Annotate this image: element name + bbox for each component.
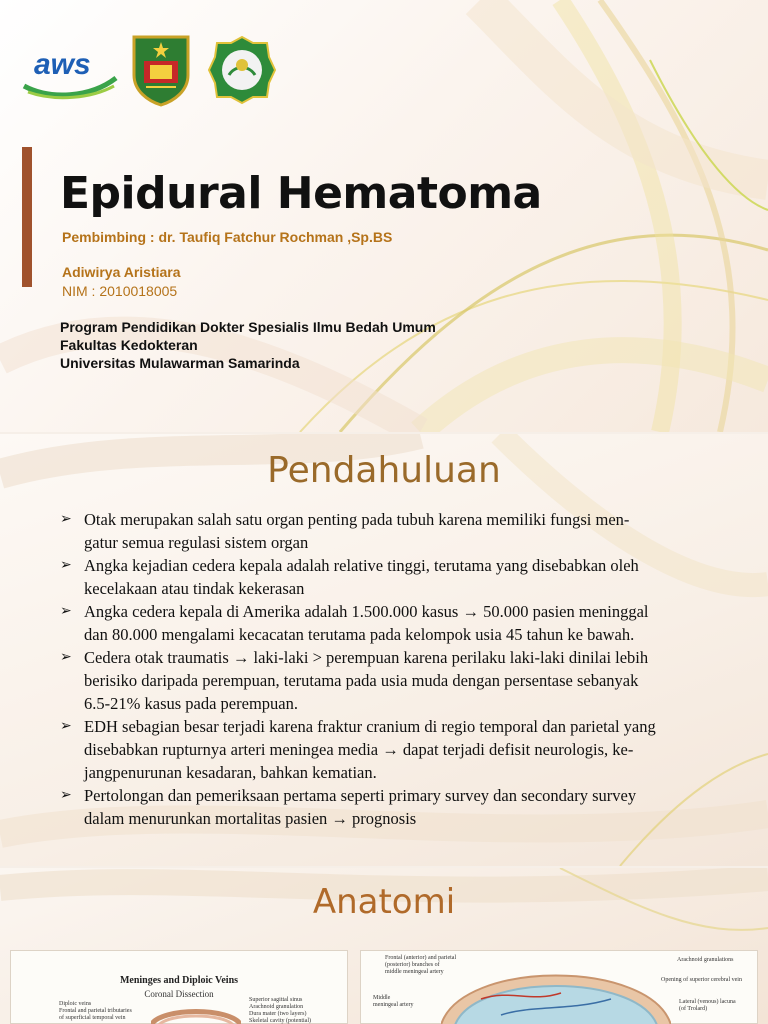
illustration-label: of superficial temporal vein bbox=[59, 1015, 126, 1021]
illustration-label: Skeletal cavity (potential) bbox=[249, 1018, 311, 1024]
bullet-line: gatur semua regulasi sistem organ bbox=[84, 533, 309, 552]
title-slide bbox=[0, 0, 768, 432]
bullet-line: Cedera otak traumatis → laki-laki > perempuan karena perilaku laki-laki dinilai lebih bbox=[84, 648, 649, 667]
illustration-label: Middle bbox=[373, 995, 391, 1001]
regional-shield-emblem bbox=[130, 33, 192, 107]
illustration-label: Lateral (venous) lacuna bbox=[679, 999, 736, 1005]
bullet-list bbox=[60, 508, 740, 830]
program-line: Program Pendidikan Dokter Spesialis Ilmu Bedah Umum bbox=[60, 319, 436, 335]
illustration-label: Frontal (anterior) and parietal bbox=[385, 955, 457, 961]
illustration-label: middle meningeal artery bbox=[385, 969, 444, 975]
bullet-line: berisiko daripada perempuan, terutama pada usia muda dengan persentase sebanyak bbox=[84, 671, 639, 690]
bullet-line: jangpenurunan kesadaran, bahkan kematian. bbox=[84, 763, 377, 782]
bullet-line: Pertolongan dan pemeriksaan pertama seperti primary survey dan secondary survey bbox=[84, 786, 637, 805]
bullet-item bbox=[60, 784, 740, 830]
illustration-label: (posterior) branches of bbox=[385, 962, 440, 968]
arrow-bullet-icon: ➢ bbox=[60, 512, 72, 527]
author-name: Adiwirya Aristiara bbox=[62, 264, 181, 280]
university-emblem bbox=[207, 35, 277, 105]
illustration-label: Arachnoid granulation bbox=[249, 1004, 304, 1010]
bullet-line: EDH sebagian besar terjadi karena fraktur cranium di regio temporal dan parietal yang bbox=[84, 717, 656, 736]
student-id: NIM : 2010018005 bbox=[62, 283, 178, 299]
bullet-item bbox=[60, 600, 740, 646]
bullet-line: dan 80.000 mengalami kecacatan terutama pada kelompok usia 45 tahun ke bawah. bbox=[84, 625, 635, 644]
illustration-label: Arachnoid granulations bbox=[677, 957, 734, 963]
anatomy-slide bbox=[0, 868, 768, 1024]
illustration-subheading: Coronal Dissection bbox=[144, 989, 214, 999]
illustration-label: Superior sagittal sinus bbox=[249, 997, 303, 1003]
presentation-title: Epidural Hematoma bbox=[60, 168, 542, 219]
bullet-line: kecelakaan atau tindak kekerasan bbox=[84, 579, 305, 598]
illustration-label: (of Trolard) bbox=[679, 1006, 708, 1012]
slide-title: Anatomi bbox=[312, 882, 456, 922]
bullet-line: Otak merupakan salah satu organ penting pada tubuh karena memiliki fungsi men- bbox=[84, 510, 630, 529]
meninges-illustration bbox=[10, 950, 348, 1024]
aws-logo-text: aws bbox=[34, 48, 91, 81]
illustration-label: Opening of superior cerebral vein bbox=[661, 977, 742, 983]
skull-section-drawing bbox=[151, 1003, 241, 1024]
bullet-line: Angka kejadian cedera kepala adalah relative tinggi, terutama yang disebabkan oleh bbox=[84, 556, 639, 575]
arrow-bullet-icon: ➢ bbox=[60, 558, 72, 573]
illustration-label: Diploic veins bbox=[59, 1001, 92, 1007]
bullet-item bbox=[60, 508, 740, 554]
bullet-line: 6.5-21% kasus pada perempuan. bbox=[84, 694, 298, 713]
illustration-label: Dura mater (two layers) bbox=[249, 1011, 307, 1017]
middle-meningeal-illustration bbox=[360, 950, 758, 1024]
faculty-line: Fakultas Kedokteran bbox=[60, 337, 198, 353]
arrow-bullet-icon: ➢ bbox=[60, 788, 72, 803]
bullet-line: dalam menurunkan mortalitas pasien → prognosis bbox=[84, 809, 417, 828]
skull-cap-drawing bbox=[441, 959, 671, 1024]
arrow-bullet-icon: ➢ bbox=[60, 650, 72, 665]
illustration-label: meningeal artery bbox=[373, 1002, 414, 1008]
arrow-bullet-icon: ➢ bbox=[60, 719, 72, 734]
arrow-bullet-icon: ➢ bbox=[60, 604, 72, 619]
aws-logo bbox=[20, 42, 120, 100]
bullet-line: disebabkan rupturnya arteri meningea media → dapat terjadi defisit neurologis, ke- bbox=[84, 740, 634, 759]
bullet-item bbox=[60, 554, 740, 600]
university-line: Universitas Mulawarman Samarinda bbox=[60, 355, 300, 371]
introduction-slide bbox=[0, 434, 768, 866]
bullet-item bbox=[60, 715, 740, 784]
bullet-item bbox=[60, 646, 740, 715]
institution-block bbox=[60, 318, 436, 372]
slide-title: Pendahuluan bbox=[267, 450, 501, 491]
illustration-heading: Meninges and Diploic Veins bbox=[119, 975, 239, 986]
illustration-label: Frontal and parietal tributaries bbox=[59, 1008, 132, 1014]
bullet-line: Angka cedera kepala di Amerika adalah 1.500.000 kasus → 50.000 pasien meninggal bbox=[84, 602, 649, 621]
title-accent-bar bbox=[22, 147, 32, 287]
supervisor-line: Pembimbing : dr. Taufiq Fatchur Rochman ,Sp.BS bbox=[62, 229, 393, 245]
